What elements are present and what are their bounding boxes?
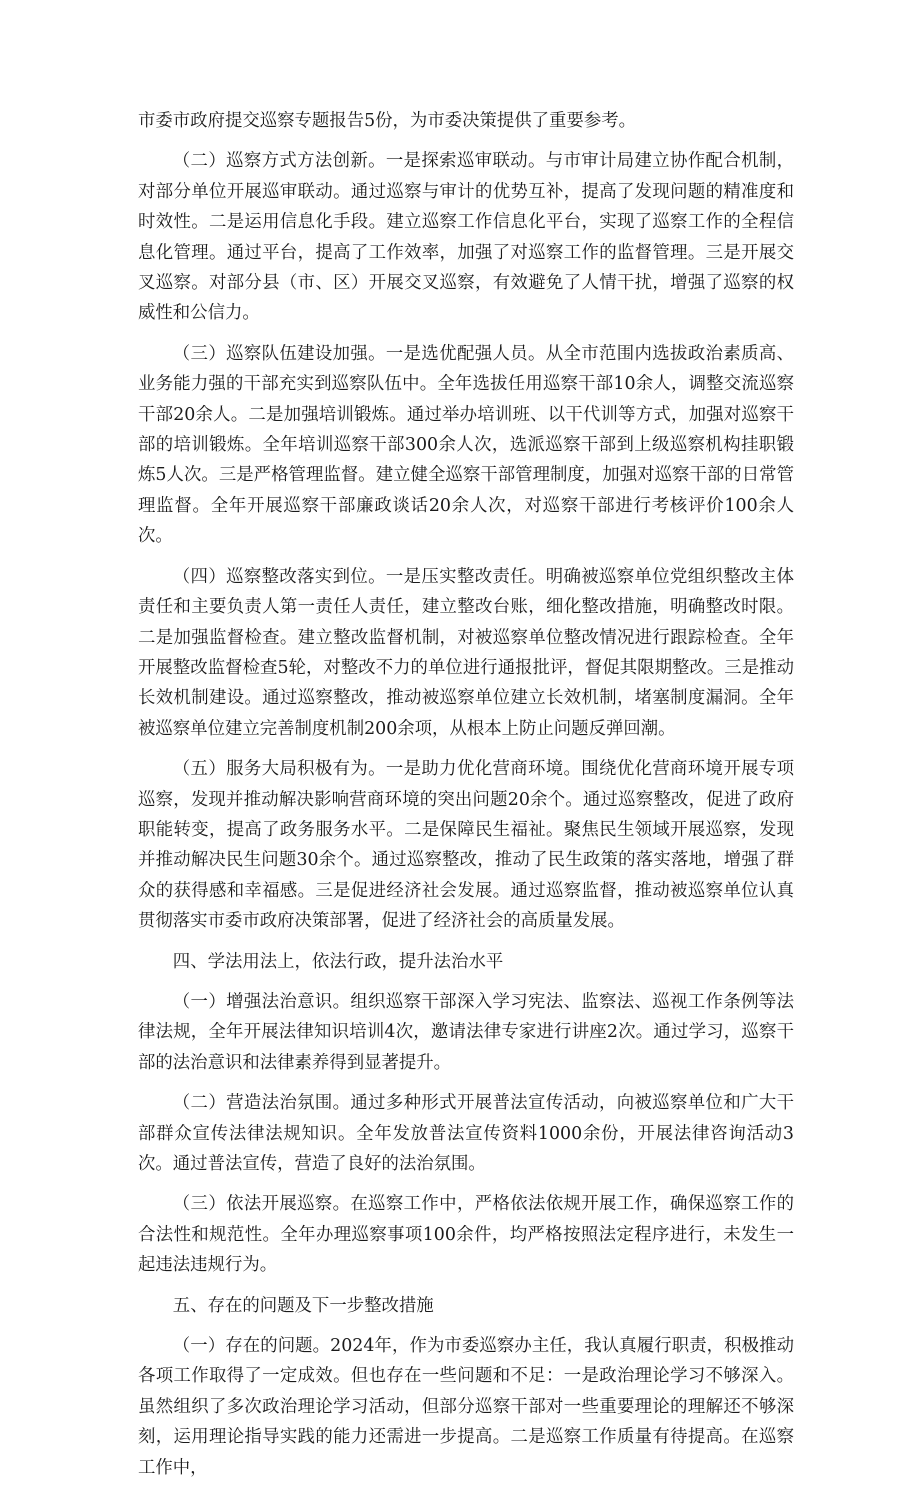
paragraph-legal-awareness: （一）增强法治意识。组织巡察干部深入学习宪法、监察法、巡视工作条例等法律法规，全年开展法律知识培训4次，邀请法律专家进行讲座2次。通过学习，巡察干部的法治意识和法律素养得到显著提升。 [138, 991, 794, 1073]
paragraph-serve-overall: （五）服务大局积极有为。一是助力优化营商环境。围绕优化营商环境开展专项巡察，发现并推动解决影响营商环境的突出问题20余个。通过巡察整改，促进了政府职能转变，提高了政务服务水平。二是保障民生福祉。聚焦民生领域开展巡察，发现并推动解决民生问题30余个。通过巡察整改，推动了民生政策的落实落地，增强了群众的获得感和幸福感。三是促进经济社会发展。通过巡察监督，推动被巡察单位认真贯彻落实市委市政府决策部署，促进了经济社会的高质量发展。 [138, 759, 794, 932]
paragraph-lawful-inspection: （三）依法开展巡察。在巡察工作中，严格依法依规开展工作，确保巡察工作的合法性和规范性。全年办理巡察事项100余件，均严格按照法定程序进行，未发生一起违法违规行为。 [138, 1194, 794, 1276]
paragraph-continuation: 市委市政府提交巡察专题报告5份，为市委决策提供了重要参考。 [138, 111, 637, 131]
section-heading-rule-of-law: 四、学法用法上，依法行政，提升法治水平 [172, 951, 504, 972]
paragraph-rectification: （四）巡察整改落实到位。一是压实整改责任。明确被巡察单位党组织整改主体责任和主要负责人第一责任人责任，建立整改台账，细化整改措施，明确整改时限。二是加强监督检查。建立整改监督机制，对被巡察单位整改情况进行跟踪检查。全年开展整改监督检查5轮，对整改不力的单位进行通报批评，督促其限期整改。三是推动长效机制建设。通过巡察整改，推动被巡察单位建立长效机制，堵塞制度漏洞。全年被巡察单位建立完善制度机制200余项，从根本上防止问题反弹回潮。 [138, 566, 794, 739]
paragraph-existing-problems: （一）存在的问题。2024年，作为市委巡察办主任，我认真履行职责，积极推动各项工作取得了一定成效。但也存在一些问题和不足：一是政治理论学习不够深入。虽然组织了多次政治理论学习活动，但部分巡察干部对一些重要理论的理解还不够深刻，运用理论指导实践的能力还需进一步提高。二是巡察工作质量有待提高。在巡察工作中， [138, 1336, 794, 1478]
paragraph-legal-atmosphere: （二）营造法治氛围。通过多种形式开展普法宣传活动，向被巡察单位和广大干部群众宣传法律法规知识。全年发放普法宣传资料1000余份，开展法律咨询活动3次。通过普法宣传，营造了良好的法治氛围。 [138, 1093, 794, 1174]
section-heading-problems: 五、存在的问题及下一步整改措施 [172, 1295, 434, 1316]
paragraph-team-building: （三）巡察队伍建设加强。一是选优配强人员。从全市范围内选拔政治素质高、业务能力强的干部充实到巡察队伍中。全年选拔任用巡察干部10余人，调整交流巡察干部20余人。二是加强培训锻炼。通过举办培训班、以干代训等方式，加强对巡察干部的培训锻炼。全年培训巡察干部300余人次，选派巡察干部到上级巡察机构挂职锻炼5人次。三是严格管理监督。建立健全巡察干部管理制度，加强对巡察干部的日常管理监督。全年开展巡察干部廉政谈话20余人次，对巡察干部进行考核评价100余人次。 [138, 343, 794, 547]
document-body [138, 106, 794, 1493]
paragraph-inspection-methods: （二）巡察方式方法创新。一是探索巡审联动。与市审计局建立协作配合机制，对部分单位开展巡审联动。通过巡察与审计的优势互补，提高了发现问题的精准度和时效性。二是运用信息化手段。建立巡察工作信息化平台，实现了巡察工作的全程信息化管理。通过平台，提高了工作效率，加强了对巡察工作的监督管理。三是开展交叉巡察。对部分县（市、区）开展交叉巡察，有效避免了人情干扰，增强了巡察的权威性和公信力。 [138, 151, 794, 324]
